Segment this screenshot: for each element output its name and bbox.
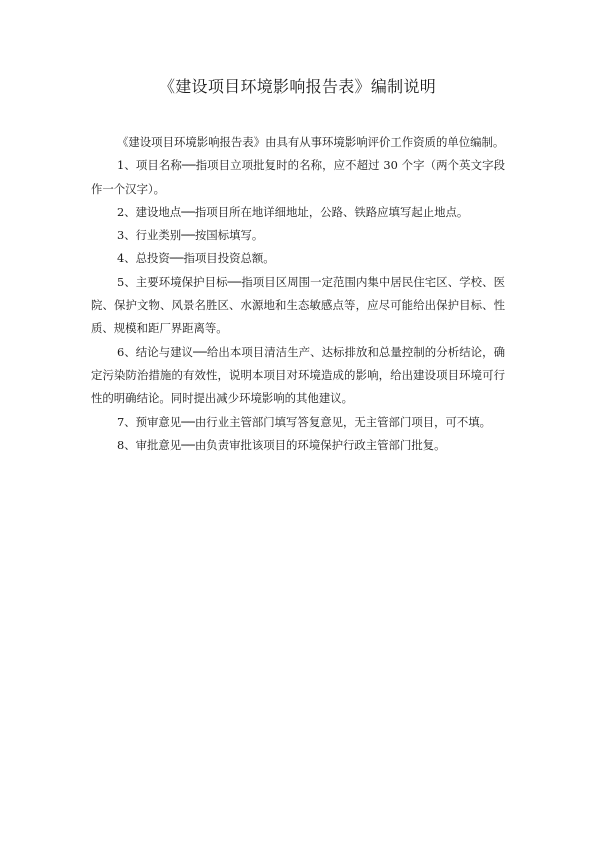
item-total-investment: 4、总投资──指项目投资总额。 <box>117 251 275 266</box>
document-title: 《建设项目环境影响报告表》编制说明 <box>158 77 437 96</box>
item-conclusions: 6、结论与建议──给出本项目清洁生产、达标排放和总量控制的分析结论，确定污染防治措施的有效性，说明本项目对环境造成的影响，给出建设项目环境可行性的明确结论。同时提出减少环境影响的其他建议。 <box>91 344 505 406</box>
item-approval-opinion: 8、审批意见──由负责审批该项目的环境保护行政主管部门批复。 <box>117 437 446 452</box>
intro-paragraph: 《建设项目环境影响报告表》由具有从事环境影响评价工作资质的单位编制。 <box>117 135 505 149</box>
item-project-name: 1、项目名称──指项目立项批复时的名称，应不超过 30 个字（两个英文字段作一个汉字）。 <box>91 158 505 196</box>
document-body <box>91 131 505 457</box>
item-pre-review-opinion: 7、预审意见──由行业主管部门填写答复意见，无主管部门项目，可不填。 <box>117 414 492 429</box>
item-industry-category: 3、行业类别──按国标填写。 <box>117 228 264 243</box>
item-construction-site: 2、建设地点──指项目所在地详细地址，公路、铁路应填写起止地点。 <box>117 204 469 219</box>
item-protection-targets: 5、主要环境保护目标──指项目区周围一定范围内集中居民住宅区、学校、医院、保护文物、风景名胜区、水源地和生态敏感点等，应尽可能给出保护目标、性质、规模和距厂界距离等。 <box>91 274 505 336</box>
